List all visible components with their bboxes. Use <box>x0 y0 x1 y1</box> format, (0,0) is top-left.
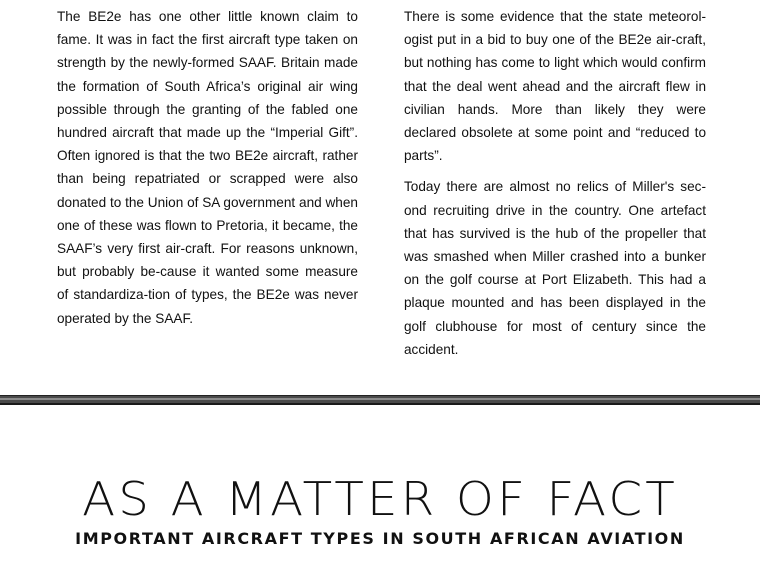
section-subtitle: IMPORTANT AIRCRAFT TYPES IN SOUTH AFRICAN AVIATION <box>75 529 685 548</box>
article-left-column <box>57 5 358 330</box>
section-divider <box>0 395 760 405</box>
article-paragraph: Today there are almost no relics of Miller's sec-ond recruiting drive in the country. One artefact that has survived is the hub of the propeller that was smashed when Miller crashed into a bunker on the golf course at Port Elizabeth. This had a plaque mounted and has been displayed in the golf clubhouse for most of century since the accident. <box>404 179 706 357</box>
article-right-column <box>404 5 706 361</box>
article-paragraph: The BE2e has one other little known claim to fame. It was in fact the first aircraft type taken on strength by the newly-formed SAAF. Britain made the formation of South Africa’s original air wing possible through the granting of the fabled one hundred aircraft that made up the “Imperial Gift”. Often ignored is that the two BE2e aircraft, rather than being repatriated or scrapped were also donated to the Union of SA government and when one of these was flown to Pretoria, it became, the SAAF’s very first air-craft. For reasons unknown, but probably be-cause it wanted some measure of standardiza-tion of types, the BE2e was never operated by the SAAF. <box>57 9 358 326</box>
section-title: AS A MATTER OF FACT <box>82 472 678 526</box>
section-divider-highlight <box>0 398 760 400</box>
article-paragraph: There is some evidence that the state meteorol-ogist put in a bid to buy one of the BE2e air-craft, but nothing has come to light which would confirm that the deal went ahead and the aircraft flew in civilian hands. More than likely they were declared obsolete at some point and “reduced to parts”. <box>404 9 706 164</box>
